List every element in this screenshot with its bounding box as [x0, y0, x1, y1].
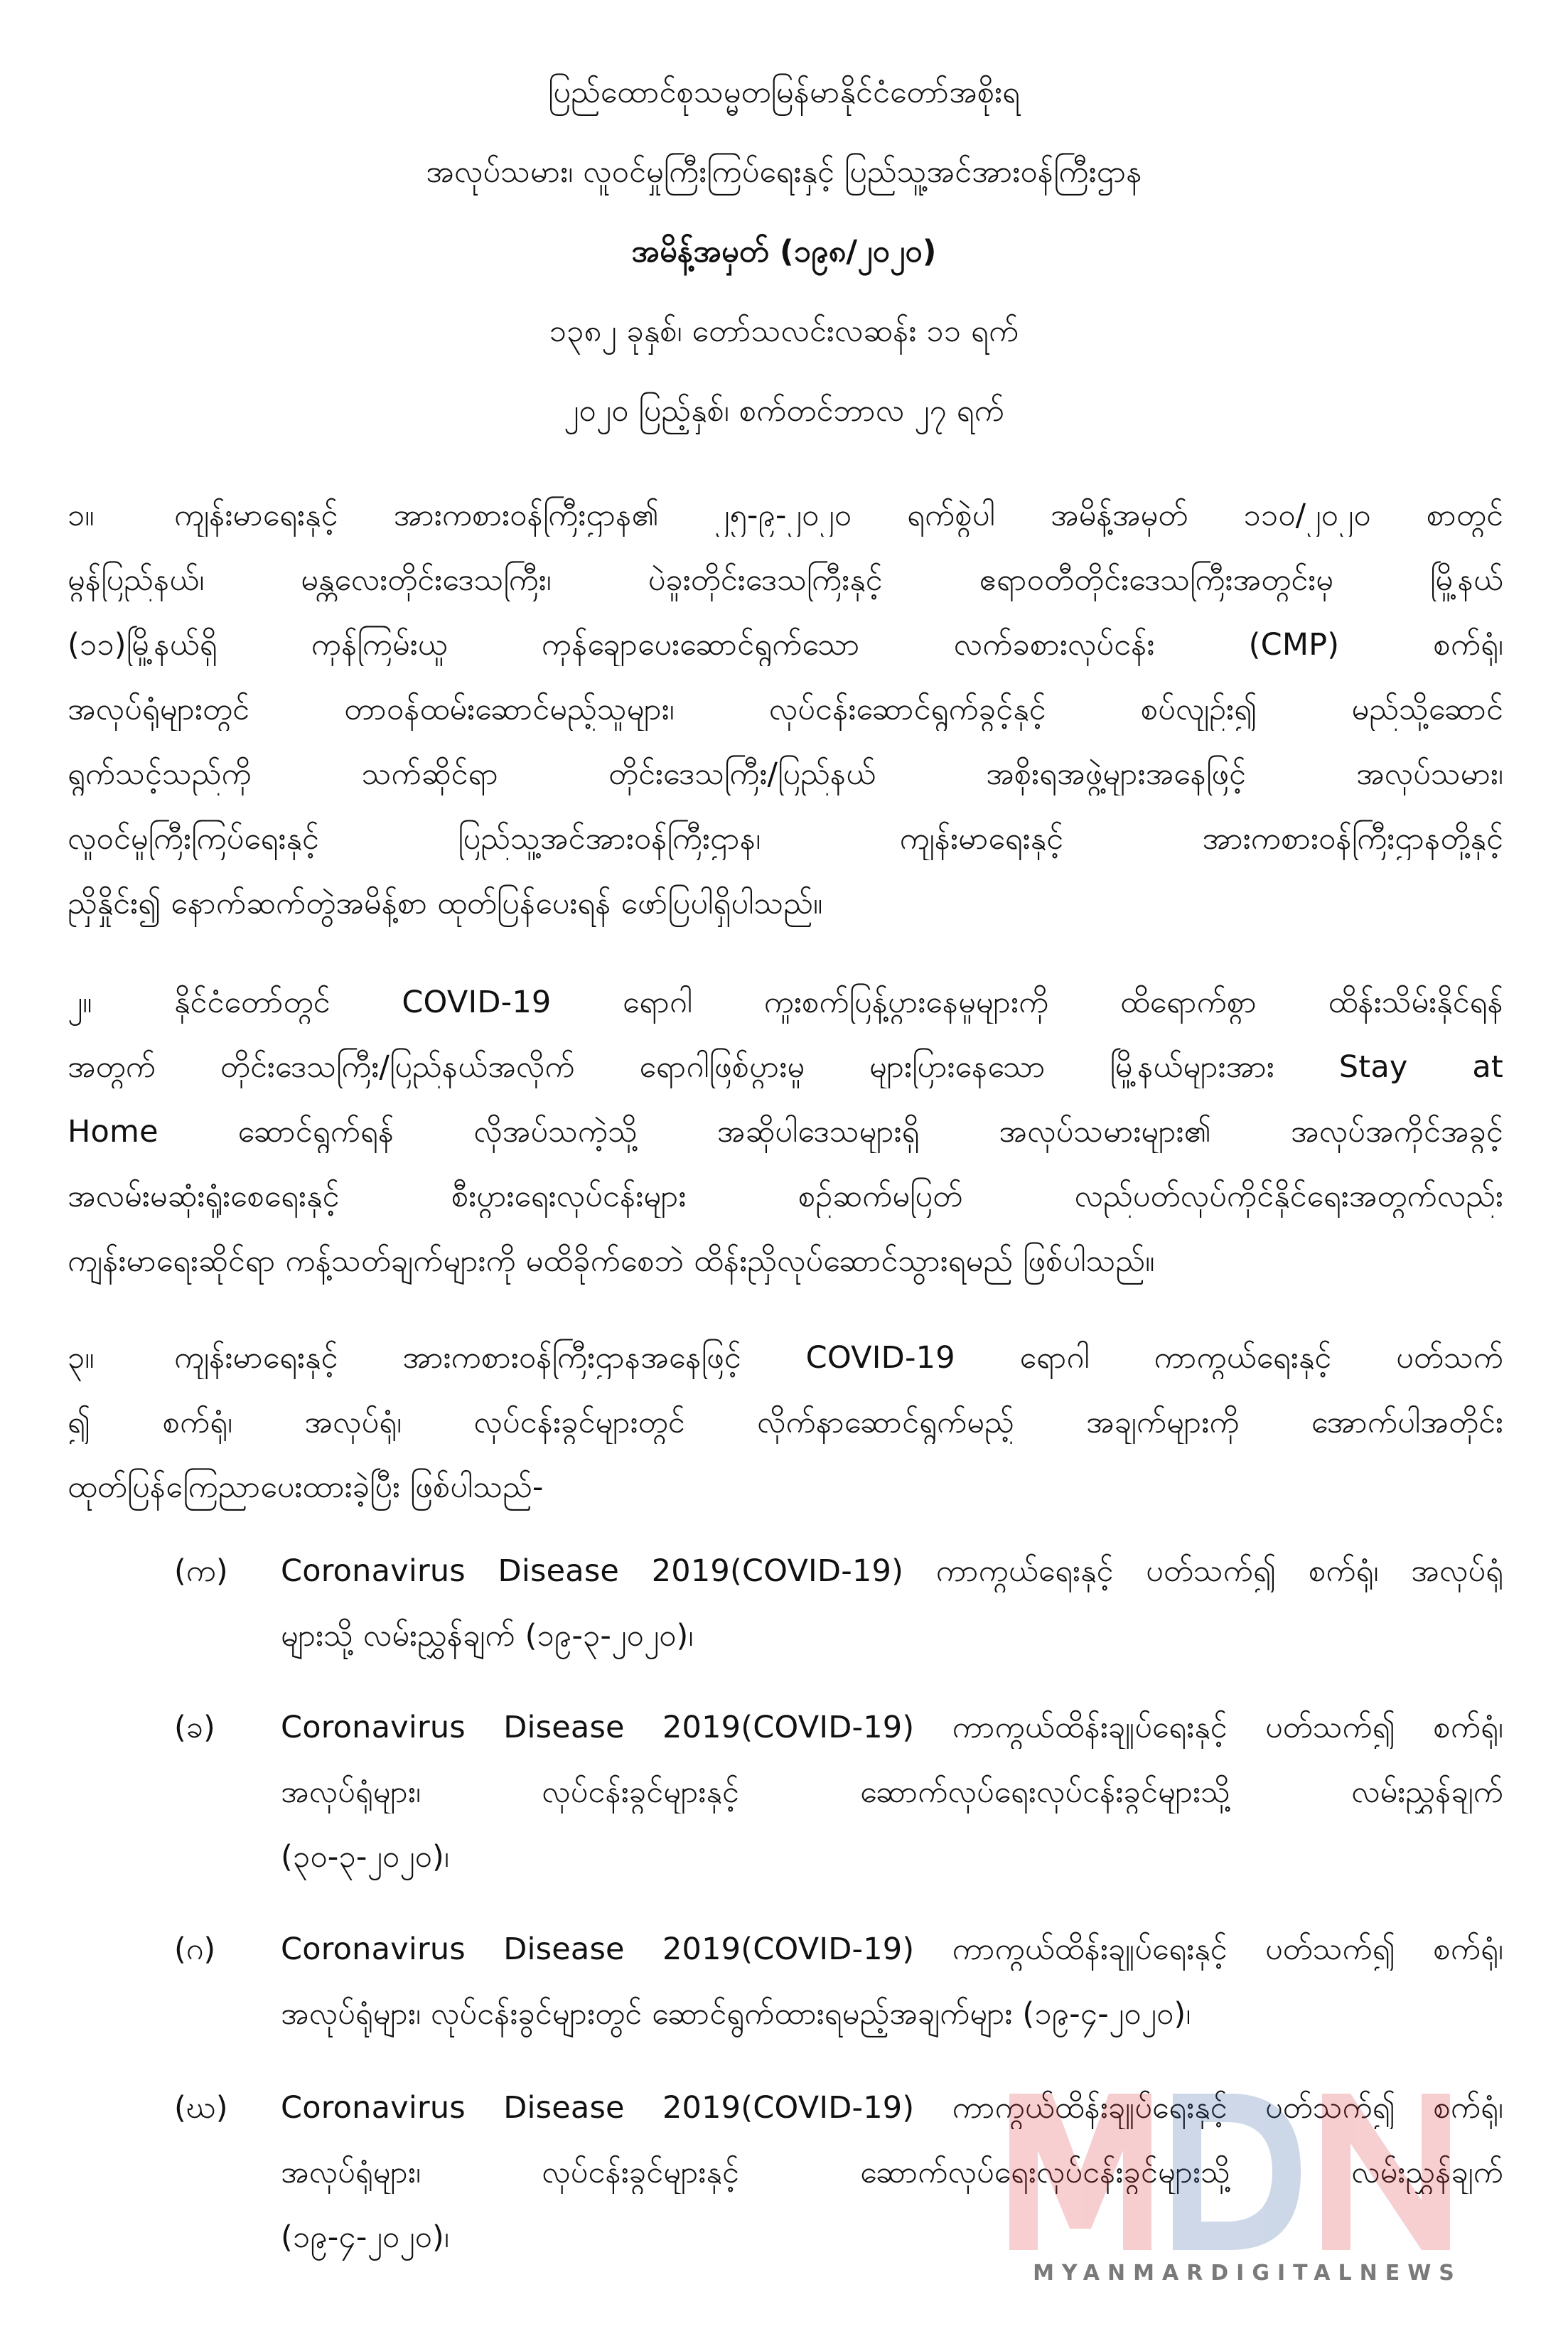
paragraph-line: မွန်ပြည်နယ်၊ မန္တလေးတိုင်းဒေသကြီး၊ ပဲခူးတိုင်းဒေသကြီးနှင့် ဧရာဝတီတိုင်းဒေသကြီးအတွင်းမှ မြို့နယ်	[68, 562, 1503, 598]
gregorian-date: ၂၀၂၀ ပြည့်နှစ်၊ စက်တင်ဘာလ ၂၇ ရက်	[564, 393, 1004, 429]
paragraph-line: ညှိနှိုင်း၍ နောက်ဆက်တွဲအမိန့်စာ ထုတ်ပြန်ပေးရန် ဖော်ပြပါရှိပါသည်။	[68, 886, 823, 921]
myanmar-date: ၁၃၈၂ ခုနှစ်၊ တော်သလင်းလဆန်း ၁၁ ရက်	[549, 314, 1019, 349]
paragraph-line: လူဝင်မှုကြီးကြပ်ရေးနှင့် ပြည်သူ့အင်အားဝန်ကြီးဌာန၊ ကျန်းမာရေးနှင့် အားကစားဝန်ကြီးဌာနတို့နှင့်	[68, 821, 1503, 857]
paragraph-line: (၁၁)မြို့နယ်ရှိ ကုန်ကြမ်းယူ ကုန်ချောပေးဆောင်ရွက်သော လက်ခစားလုပ်ငန်း (CMP) စက်ရုံ၊	[68, 627, 1503, 663]
list-item-label: (ခ)	[174, 1710, 215, 1745]
list-item-label: (ဃ)	[174, 2090, 228, 2126]
paragraph-line: ၍ စက်ရုံ၊ အလုပ်ရုံ၊ လုပ်ငန်းခွင်များတွင် လိုက်နာဆောင်ရွက်မည့် အချက်များကို အောက်ပါအတိုင်း	[68, 1405, 1503, 1440]
ministry-name: အလုပ်သမား၊ လူဝင်မှုကြီးကြပ်ရေးနှင့် ပြည်သူ့အင်အားဝန်ကြီးဌာန	[426, 154, 1142, 190]
list-item-line: Coronavirus Disease 2019(COVID-19) ကာကွယ်ထိန်းချုပ်ရေးနှင့် ပတ်သက်၍ စက်ရုံ၊	[281, 1710, 1503, 1745]
list-item-line: Coronavirus Disease 2019(COVID-19) ကာကွယ်ရေးနှင့် ပတ်သက်၍ စက်ရုံ၊ အလုပ်ရုံ	[281, 1553, 1503, 1589]
list-item-line: အလုပ်ရုံများ၊ လုပ်ငန်းခွင်များနှင့် ဆောက်လုပ်ရေးလုပ်ငန်းခွင်များသို့ လမ်းညွှန်ချက်	[281, 2155, 1503, 2190]
list-item-line: (၃၀-၃-၂၀၂၀)၊	[281, 1839, 449, 1875]
list-item-label: (က)	[174, 1553, 228, 1589]
paragraph-line: ကျန်းမာရေးဆိုင်ရာ ကန့်သတ်ချက်များကို မထိခိုက်စေဘဲ ထိန်းညှိလုပ်ဆောင်သွားရမည် ဖြစ်ပါသည်။	[68, 1243, 1155, 1279]
paragraph-line: Home ဆောင်ရွက်ရန် လိုအပ်သကဲ့သို့ အဆိုပါဒေသများရှိ အလုပ်သမားများ၏ အလုပ်အကိုင်အခွင့်	[68, 1114, 1503, 1150]
list-item-line: Coronavirus Disease 2019(COVID-19) ကာကွယ်ထိန်းချုပ်ရေးနှင့် ပတ်သက်၍ စက်ရုံ၊	[281, 1932, 1503, 1967]
paragraph-line: အလမ်းမဆုံးရှုံးစေရေးနှင့် စီးပွားရေးလုပ်ငန်းများ စဉ်ဆက်မပြတ် လည်ပတ်လုပ်ကိုင်နိုင်ရေးအတွက်လည်း	[68, 1179, 1503, 1214]
list-item-line: အလုပ်ရုံများ၊ လုပ်ငန်းခွင်များနှင့် ဆောက်လုပ်ရေးလုပ်ငန်းခွင်များသို့ လမ်းညွှန်ချက်	[281, 1774, 1503, 1810]
list-item-line: အလုပ်ရုံများ၊ လုပ်ငန်းခွင်များတွင် ဆောင်ရွက်ထားရမည့်အချက်များ (၁၉-၄-၂၀၂၀)၊	[281, 1996, 1191, 2032]
list-item-line: (၁၉-၄-၂၀၂၀)၊	[281, 2219, 449, 2255]
list-item-line: များသို့ လမ်းညွှန်ချက် (၁၉-၃-၂၀၂၀)၊	[281, 1618, 694, 1654]
list-item-line: Coronavirus Disease 2019(COVID-19) ကာကွယ်ထိန်းချုပ်ရေးနှင့် ပတ်သက်၍ စက်ရုံ၊	[281, 2090, 1503, 2126]
order-title: အမိန့်အမှတ် (၁၉၈/၂၀၂၀)	[631, 234, 937, 269]
paragraph-line: နိုင်ငံတော်တွင် COVID-19 ရောဂါ ကူးစက်ပြန့်ပွားနေမှုများကို ထိရောက်စွာ ထိန်းသိမ်းနိုင်ရန်	[174, 985, 1503, 1020]
paragraph-line: အတွက် တိုင်းဒေသကြီး/ပြည်နယ်အလိုက် ရောဂါဖြစ်ပွားမှု များပြားနေသော မြို့နယ်များအား Stay at	[68, 1049, 1503, 1085]
paragraph-line: ကျန်းမာရေးနှင့် အားကစားဝန်ကြီးဌာနအနေဖြင့် COVID-19 ရောဂါ ကာကွယ်ရေးနှင့် ပတ်သက်	[174, 1340, 1503, 1376]
paragraph-line: ကျန်းမာရေးနှင့် အားကစားဝန်ကြီးဌာန၏ ၂၅-၉-၂၀၂၀ ရက်စွဲပါ အမိန့်အမှတ် ၁၁၀/၂၀၂၀ စာတွင်	[174, 498, 1503, 533]
list-item-label: (ဂ)	[174, 1932, 216, 1967]
paragraph-number: ၂။	[68, 985, 92, 1020]
paragraph-number: ၁။	[68, 498, 95, 533]
paragraph-line: ရွက်သင့်သည်ကို သက်ဆိုင်ရာ တိုင်းဒေသကြီး/ပြည်နယ် အစိုးရအဖွဲ့များအနေဖြင့် အလုပ်သမား၊	[68, 756, 1503, 792]
paragraph-number: ၃။	[68, 1340, 95, 1376]
paragraph-line: အလုပ်ရုံများတွင် တာဝန်ထမ်းဆောင်မည့်သူများ၊ လုပ်ငန်းဆောင်ရွက်ခွင့်နှင့် စပ်လျဉ်း၍ မည်သို့ဆောင်	[68, 692, 1503, 727]
watermark-caption: MYANMARDIGITALNEWS	[1033, 2261, 1462, 2286]
government-name: ပြည်ထောင်စုသမ္မတမြန်မာနိုင်ငံတော်အစိုးရ	[548, 75, 1020, 110]
paragraph-line: ထုတ်ပြန်ကြေညာပေးထားခဲ့ပြီး ဖြစ်ပါသည်-	[68, 1469, 544, 1505]
